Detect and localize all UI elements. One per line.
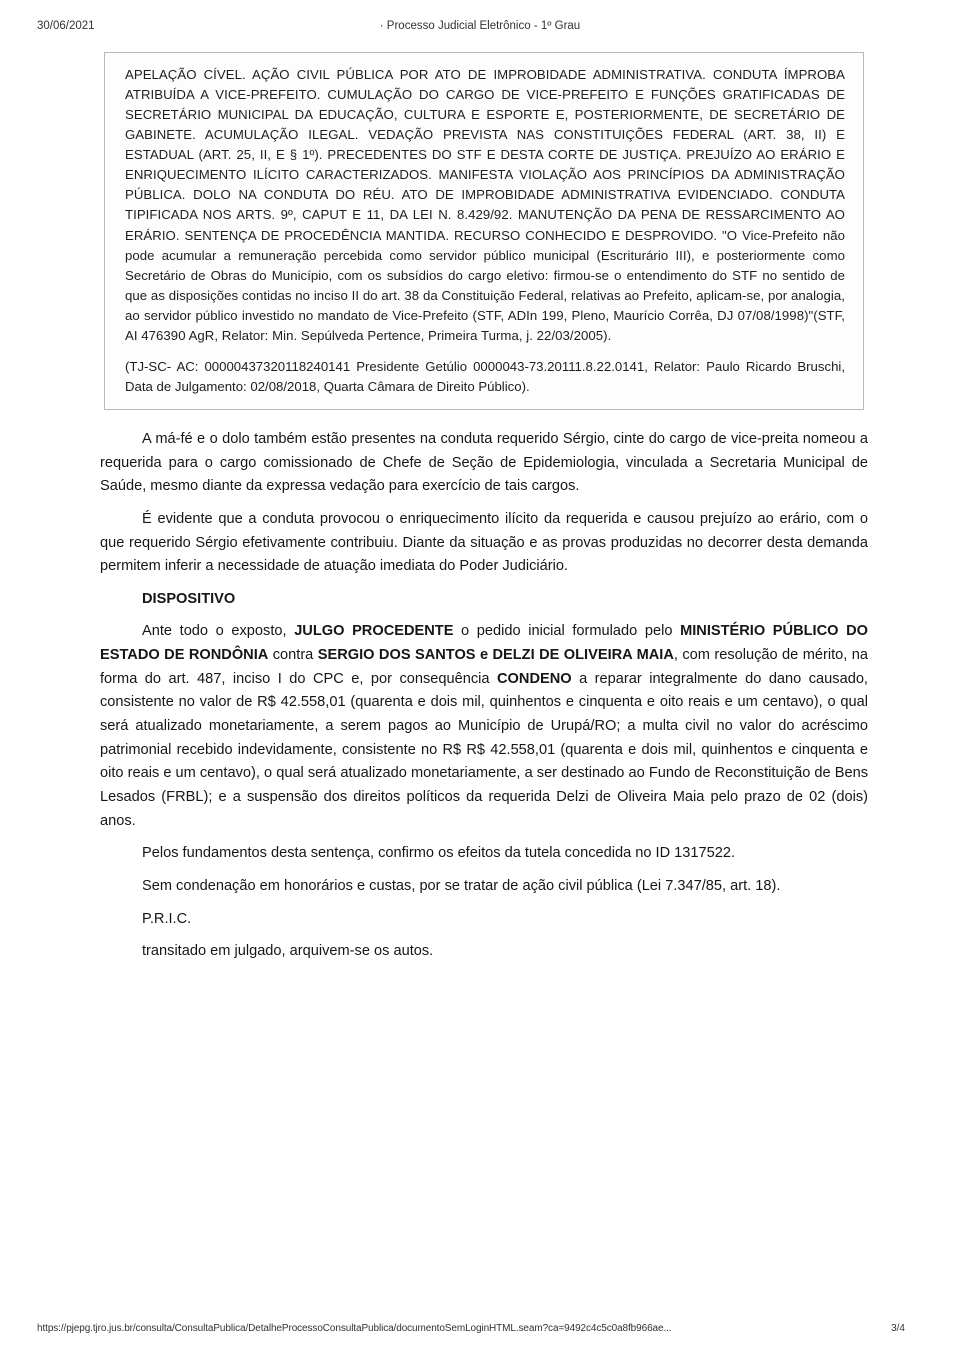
- dispositivo-text-3: contra: [268, 647, 318, 664]
- document-content: [100, 52, 868, 964]
- pric-line: P.R.I.C.: [142, 910, 192, 927]
- dispositivo-text-2: o pedido inicial formulado pelo: [453, 623, 681, 640]
- body-paragraph-2: É evidente que a conduta provocou o enriquecimento ilícito da requerida e causou prejuízo ao erário, com o que requerido Sérgio efetivamente contribuiu. Diante da situação e as provas produzidas no decorrer desta demanda permitem inferir a necessidade de atuação imediata do Poder Judiciário.: [100, 510, 868, 575]
- footer-page-number: 3/4: [891, 1323, 905, 1334]
- dispositivo-text-1: Ante todo o exposto,: [142, 623, 295, 640]
- body-paragraph-4: Sem condenação em honorários e custas, por se tratar de ação civil pública (Lei 7.347/85, art. 18).: [142, 877, 781, 894]
- footer-url: https://pjepg.tjro.jus.br/consulta/ConsultaPublica/DetalheProcessoConsultaPublica/documentoSemLoginHTML.seam?ca=9492c4c5c0a8fb966ae...: [37, 1323, 672, 1334]
- ementa-paragraph-1: APELAÇÃO CÍVEL. AÇÃO CIVIL PÚBLICA POR ATO DE IMPROBIDADE ADMINISTRATIVA. CONDUTA ÍMPROBA ATRIBUÍDA A VICE-PREFEITO. CUMULAÇÃO DO CARGO DE VICE-PREFEITO E FUNÇÕES GRATIFICADAS DE SECRETÁRIO MUNICIPAL DA EDUCAÇÃO, CULTURA E ESPORTE E, POSTERIORMENTE, DE SECRETÁRIO DE GABINETE. ACUMULAÇÃO ILEGAL. VEDAÇÃO PREVISTA NAS CONSTITUIÇÕES FEDERAL (ART. 38, II) E ESTADUAL (ART. 25, II, E § 1º). PRECEDENTES DO STF E DESTA CORTE DE JUSTIÇA. PREJUÍZO AO ERÁRIO E ENRIQUECIMENTO ILÍCITO CARACTERIZADOS. MANIFESTA VIOLAÇÃO AOS PRINCÍPIOS DA ADMINISTRAÇÃO PÚBLICA. DOLO NA CONDUTA DO RÉU. ATO DE IMPROBIDADE ADMINISTRATIVA EVIDENCIADO. CONDUTA TIPIFICADA NOS ARTS. 9º, CAPUT E 11, DA LEI N. 8.429/92. MANUTENÇÃO DA PENA DE RESSARCIMENTO AO ERÁRIO. SENTENÇA DE PROCEDÊNCIA MANTIDA. RECURSO CONHECIDO E DESPROVIDO. "O Vice-Prefeito não pode acumular a remuneração percebida como servidor público municipal (Escriturário III), e posteriormente como Secretário de Obras do Município, com os subsídios do cargo eletivo: firmou-se o entendimento do STF no sentido de que as disposições contidas no inciso II do art. 38 da Constituição Federal, relativas ao Prefeito, aplicam-se, por analogia, ao servidor público investido no mandato de Vice-Prefeito (STF, ADIn 199, Pleno, Maurício Corrêa, DJ 07/08/1998)"(STF, AI 476390 AgR, Relator: Min. Sepúlveda Pertence, Primeira Turma, j. 22/03/2005).: [125, 67, 845, 343]
- spacer: [100, 899, 868, 908]
- body-paragraph-1: A má-fé e o dolo também estão presentes na conduta requerido Sérgio, cinte do cargo de vice-preita nomeou a requerida para o cargo comissionado de Chefe de Seção de Epidemiologia, vinculada a Secretaria Municipal de Saúde, mesmo diante da expressa vedação para exercício de tais cargos.: [100, 431, 868, 495]
- dispositivo-bold-3: SERGIO DOS SANTOS e DELZI DE OLIVEIRA MAIA: [317, 647, 674, 664]
- final-line: transitado em julgado, arquivem-se os autos.: [142, 943, 434, 960]
- dispositivo-bold-4: CONDENO: [497, 670, 572, 687]
- page-footer: [0, 1323, 960, 1337]
- spacer: [100, 579, 868, 588]
- spacer: [100, 499, 868, 508]
- body-paragraph-3: Pelos fundamentos desta sentença, confirmo os efeitos da tutela concedida no ID 1317522.: [142, 845, 736, 862]
- section-heading-dispositivo: DISPOSITIVO: [142, 590, 236, 607]
- spacer: [100, 611, 868, 620]
- dispositivo-text-5: a reparar integralmente do dano causado, consistente no valor de R$ 42.558,01 (quarenta e dois mil, quinhentos e cinquenta e oito reais e um centavo), o qual será atualizado monetariamente, a serem pagos ao Município de Urupá/RO; a multa civil no valor do acréscimo patrimonial recebido indevidamente, consistente no R$ R$ 42.558,01 (quarenta e dois mil, quinhentos e cinquenta e oito reais e um centavo), o qual será atualizado monetariamente, a ser destinado ao Fundo de Reconstituição de Bens Lesados (FRBL); e a suspensão dos direitos políticos da requerida Delzi de Oliveira Maia pelo prazo de 02 (dois) anos.: [100, 670, 868, 829]
- spacer: [100, 931, 868, 940]
- ementa-paragraph-2: (TJ-SC- AC: 00000437320118240141 Presidente Getúlio 0000043-73.20111.8.22.0141, Relator: Paulo Ricardo Bruschi, Data de Julgamento: 02/08/2018, Quarta Câmara de Direito Público).: [125, 358, 845, 394]
- ementa-quote-box: [104, 52, 864, 410]
- dispositivo-paragraph: [100, 620, 868, 833]
- dispositivo-bold-1: JULGO PROCEDENTE: [294, 623, 454, 640]
- page-header: [0, 20, 960, 36]
- spacer: [100, 866, 868, 875]
- header-date: 30/06/2021: [37, 20, 95, 32]
- dispositivo-bold-2: MINISTÉRIO PÚBLICO DO ESTADO DE RONDÔNIA: [100, 623, 868, 664]
- dispositivo-text-4: , com resolução de mérito, na forma do art. 487, inciso I do CPC e, por consequência: [100, 647, 868, 687]
- spacer: [100, 410, 868, 428]
- spacer: [100, 833, 868, 842]
- header-title: · Processo Judicial Eletrônico - 1º Grau: [379, 20, 581, 32]
